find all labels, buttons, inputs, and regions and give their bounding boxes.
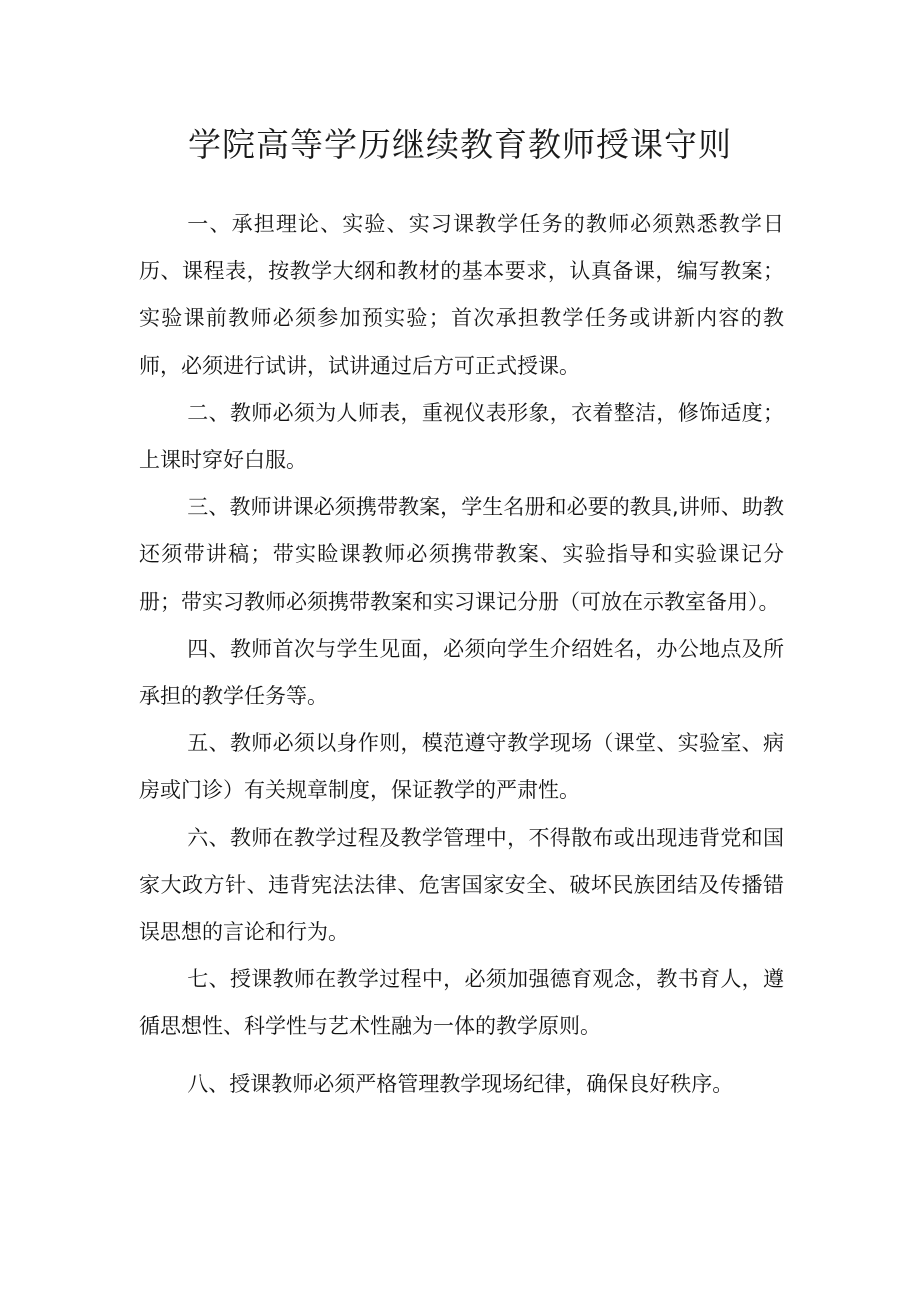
paragraph-6: 六、教师在教学过程及教学管理中，不得散布或出现违背党和国家大政方针、违背宪法法律、危害国家安全、破坏民族团结及传播错误思想的言论和行为。 bbox=[139, 825, 784, 945]
paragraph-4: 四、教师首次与学生见面，必须向学生介绍姓名，办公地点及所承担的教学任务等。 bbox=[139, 636, 784, 709]
paragraph-3: 三、教师讲课必须携带教案，学生名册和必要的教具,讲师、助教还须带讲稿；带实睑课教师必须携带教案、实验指导和实验课记分册；带实习教师必须携带教案和实习课记分册（可放在示教室备用）。 bbox=[139, 495, 784, 614]
document-title: 学院高等学历继续教育教师授课守则 bbox=[188, 125, 732, 164]
document-body bbox=[139, 201, 784, 1108]
paragraph-8: 八、授课教师必须严格管理教学现场纪律，确保良好秩序。 bbox=[187, 1071, 734, 1096]
paragraph-2: 二、教师必须为人师表，重视仪表形象，衣着整洁，修饰适度；上课时穿好白服。 bbox=[139, 400, 784, 473]
paragraph-7: 七、授课教师在教学过程中，必须加强德育观念，教书育人，遵循思想性、科学性与艺术性融为一体的教学原则。 bbox=[139, 967, 784, 1039]
paragraph-1: 一、承担理论、实验、实习课教学任务的教师必须熟悉教学日历、课程表，按教学大纲和教材的基本要求，认真备课，编写教案；实验课前教师必须参加预实验；首次承担教学任务或讲新内容的教师，必须进行试讲，试讲通过后方可正式授课。 bbox=[139, 212, 784, 378]
paragraph-5: 五、教师必须以身作则，模范遵守教学现场（课堂、实验室、病房或门诊）有关规章制度，保证教学的严肃性。 bbox=[139, 731, 784, 803]
